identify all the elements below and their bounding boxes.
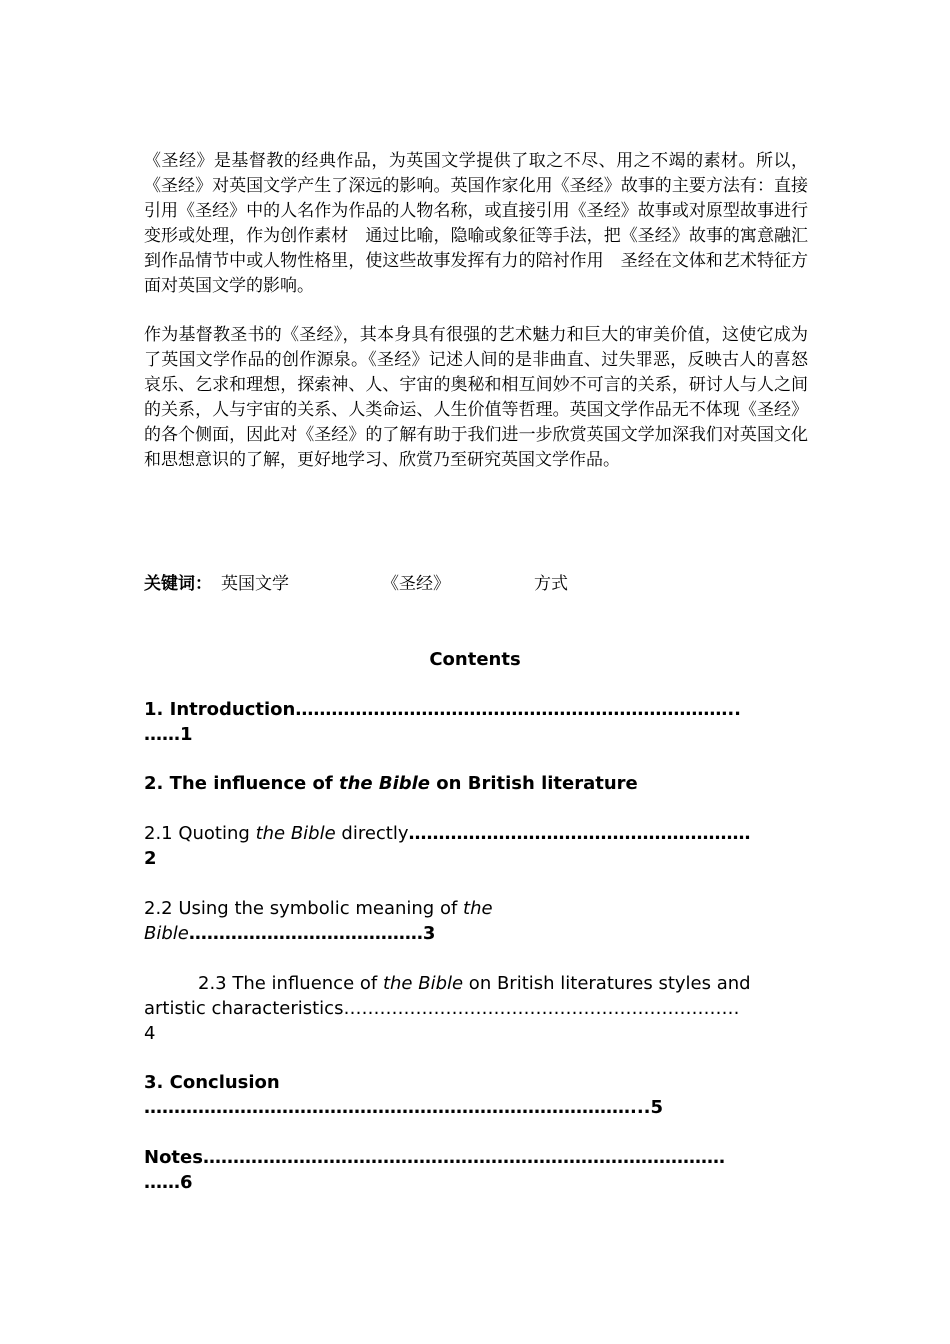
toc-leader-dots: ………………………………………………… xyxy=(408,823,751,844)
keywords-label: 关键词： xyxy=(144,574,212,594)
toc-entry-symbolic[interactable] xyxy=(144,896,806,946)
toc-entry-text: Notes…………………………………………………………………………… xyxy=(144,1147,725,1168)
toc-text-part: 2. The influence of xyxy=(144,773,339,794)
keyword-item: 方式 xyxy=(534,574,568,594)
toc-entry-page: 4 xyxy=(144,1023,156,1044)
abstract-paragraph-1: 《圣经》是基督教的经典作品，为英国文学提供了取之不尽、用之不竭的素材。所以，《圣经》对英国文学产生了深远的影响。英国作家化用《圣经》故事的主要方法有：直接引用《圣经》中的人名作为作品的人物名称，或直接引用《圣经》故事或对原型故事进行变形或处理，作为创作素材 通过比喻，隐喻或象征等手法，把《圣经》故事的寓意融汇到作品情节中或人物性格里，使这些故事发挥有力的陪衬作用 圣经在文体和艺术特征方面对英国文学的影响。 xyxy=(144,151,808,296)
toc-italic-title: Bible xyxy=(144,923,189,944)
toc-entry-text xyxy=(144,971,806,996)
toc-entry-page: ………………………………………………………………………...5 xyxy=(144,1097,664,1118)
keyword-item: 《圣经》 xyxy=(382,574,450,594)
abstract-paragraph-2: 作为基督教圣书的《圣经》，其本身具有很强的艺术魅力和巨大的审美价值，这使它成为了英国文学作品的创作源泉。《圣经》记述人间的是非曲直、过失罪恶，反映古人的喜怒哀乐、乞求和理想，探索神、人、宇宙的奥秘和相互间妙不可言的关系，研讨人与人之间的关系，人与宇宙的关系、人类命运、人生价值等哲理。英国文学作品无不体现《圣经》的各个侧面，因此对《圣经》的了解有助于我们进一步欣赏英国文学加深我们对英国文化和思想意识的了解，更好地学习、欣赏乃至研究英国文学作品。 xyxy=(144,325,808,470)
toc-entry-text: 1. Introduction……………………………………………………………….. xyxy=(144,699,741,720)
toc-entry-text: 3. Conclusion xyxy=(144,1072,280,1093)
toc-text-part: directly xyxy=(335,823,409,844)
toc-entry-quoting[interactable] xyxy=(144,821,806,871)
toc-text-part: on British literature xyxy=(430,773,638,794)
toc-text-part: 2.3 The influence of xyxy=(198,973,383,994)
contents-title: Contents xyxy=(429,649,521,670)
toc-text-part: 2.2 Using the symbolic meaning of xyxy=(144,898,464,919)
toc-entry-influence[interactable] xyxy=(144,771,806,796)
toc-entry-text xyxy=(144,896,806,921)
keywords-line xyxy=(144,572,808,597)
toc-italic-title: the xyxy=(463,898,493,919)
keyword-item: 英国文学 xyxy=(221,574,289,594)
toc-entry-conclusion[interactable] xyxy=(144,1070,806,1120)
toc-text-part: on British literatures styles and xyxy=(463,973,751,994)
toc-entry-notes[interactable] xyxy=(144,1145,806,1195)
toc-entry-page: ……1 xyxy=(144,724,193,745)
toc-entry-introduction[interactable] xyxy=(144,697,806,747)
toc-text-part: 2.1 Quoting xyxy=(144,823,256,844)
toc-entry-styles[interactable] xyxy=(144,971,806,1046)
toc-leader-dots: ………………………………… xyxy=(188,923,423,944)
toc-italic-title: the Bible xyxy=(338,773,431,794)
toc-entry-page: ……6 xyxy=(144,1172,193,1193)
toc-entry-text xyxy=(144,821,806,846)
toc-italic-title: the Bible xyxy=(255,823,336,844)
toc-entry-text-cont xyxy=(144,921,806,946)
toc-entry-page: 3 xyxy=(422,923,436,944)
toc-italic-title: the Bible xyxy=(382,973,464,994)
toc-entry-text xyxy=(144,771,806,796)
toc-entry-text-cont: artistic characteristics………………………………………………………… xyxy=(144,998,740,1019)
toc-entry-page: 2 xyxy=(144,848,157,869)
